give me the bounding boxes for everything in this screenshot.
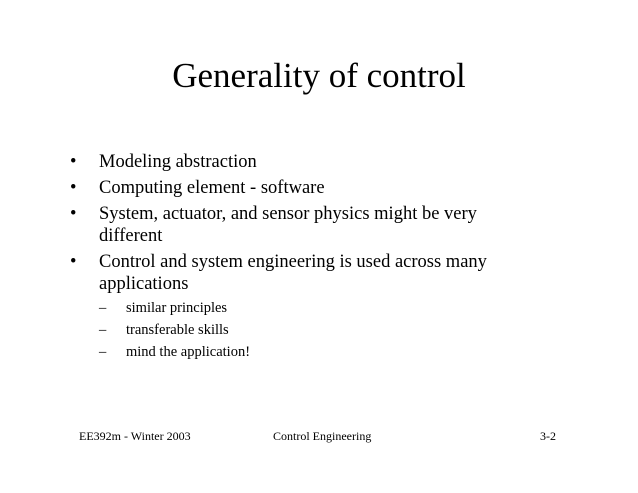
slide-title: Generality of control [172, 56, 466, 95]
bullet-item [70, 177, 530, 199]
bullet-marker: • [70, 152, 77, 172]
sub-bullet-marker: – [99, 322, 107, 338]
bullet-marker: • [70, 252, 77, 272]
bullet-item [70, 203, 530, 247]
bullet-item [70, 251, 530, 360]
sub-bullet-text: similar principles [126, 300, 228, 316]
bullet-text: Control and system engineering is used across many applications [99, 252, 487, 294]
sub-bullet-item [99, 300, 530, 316]
sub-bullet-item [99, 344, 530, 360]
sub-bullet-text: transferable skills [126, 322, 229, 338]
bullet-text: Computing element - software [99, 178, 325, 198]
bullet-text: Modeling abstraction [99, 152, 257, 172]
footer-course: EE392m - Winter 2003 [79, 429, 191, 443]
bullet-list [70, 151, 530, 366]
bullet-item [70, 151, 530, 173]
bullet-text: System, actuator, and sensor physics might be very different [99, 204, 477, 246]
bullet-marker: • [70, 204, 77, 224]
bullet-marker: • [70, 178, 77, 198]
sub-bullet-marker: – [99, 344, 107, 360]
footer-topic: Control Engineering [273, 429, 372, 443]
sub-bullet-list [99, 300, 530, 360]
footer-page-number: 3-2 [540, 429, 556, 443]
sub-bullet-marker: – [99, 300, 107, 316]
sub-bullet-item [99, 322, 530, 338]
sub-bullet-text: mind the application! [126, 344, 251, 360]
